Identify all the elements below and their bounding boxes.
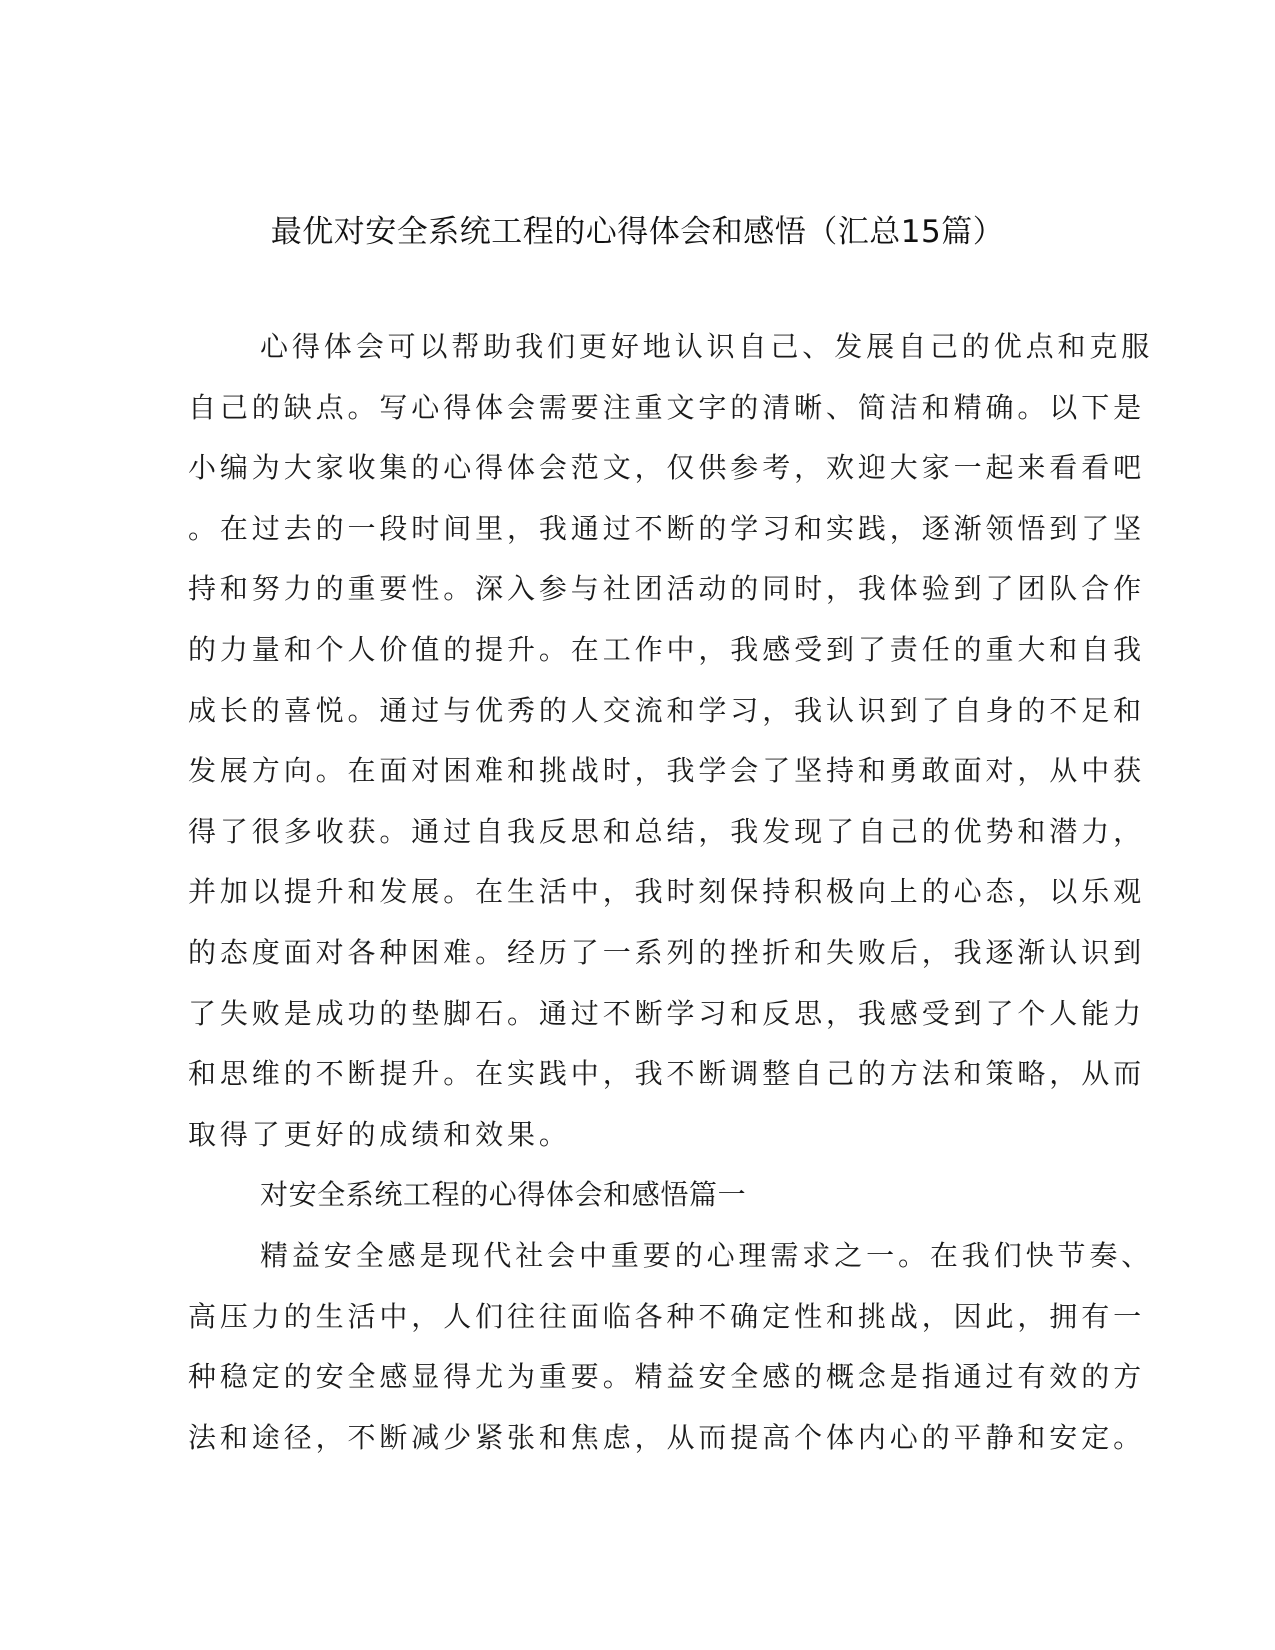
section-line: 高压力的生活中，人们往往面临各种不确定性和挑战，因此，拥有一 [188, 1299, 1146, 1333]
intro-line: 了失败是成功的垫脚石。通过不断学习和反思，我感受到了个人能力 [188, 996, 1146, 1030]
intro-line: 成长的喜悦。通过与优秀的人交流和学习，我认识到了自身的不足和 [188, 693, 1146, 727]
document-body [188, 327, 1154, 1478]
section-heading: 对安全系统工程的心得体会和感悟篇一 [260, 1178, 747, 1212]
intro-line: 得了很多收获。通过自我反思和总结，我发现了自己的优势和潜力， [188, 814, 1146, 848]
intro-line: 的力量和个人价值的提升。在工作中，我感受到了责任的重大和自我 [188, 632, 1146, 666]
intro-line: 自己的缺点。写心得体会需要注重文字的清晰、简洁和精确。以下是 [188, 390, 1146, 424]
intro-line: 并加以提升和发展。在生活中，我时刻保持积极向上的心态，以乐观 [188, 875, 1146, 909]
intro-line: 。在过去的一段时间里，我通过不断的学习和实践，逐渐领悟到了坚 [188, 511, 1146, 545]
intro-line: 发展方向。在面对困难和挑战时，我学会了坚持和勇敢面对，从中获 [188, 754, 1146, 788]
section-line: 精益安全感是现代社会中重要的心理需求之一。在我们快节奏、 [260, 1238, 1154, 1272]
section-line: 法和途径，不断减少紧张和焦虑，从而提高个体内心的平静和安定。 [188, 1420, 1146, 1454]
intro-line: 小编为大家收集的心得体会范文，仅供参考，欢迎大家一起来看看吧 [188, 451, 1146, 485]
section-line: 种稳定的安全感显得尤为重要。精益安全感的概念是指通过有效的方 [188, 1360, 1146, 1394]
intro-line: 持和努力的重要性。深入参与社团活动的同时，我体验到了团队合作 [188, 572, 1146, 606]
intro-line: 的态度面对各种困难。经历了一系列的挫折和失败后，我逐渐认识到 [188, 935, 1146, 969]
intro-line: 心得体会可以帮助我们更好地认识自己、发展自己的优点和克服 [260, 330, 1154, 363]
intro-line: 取得了更好的成绩和效果。 [188, 1117, 571, 1151]
intro-line: 和思维的不断提升。在实践中，我不断调整自己的方法和策略，从而 [188, 1057, 1146, 1091]
document-title: 最优对安全系统工程的心得体会和感悟（汇总15篇） [270, 214, 1005, 250]
